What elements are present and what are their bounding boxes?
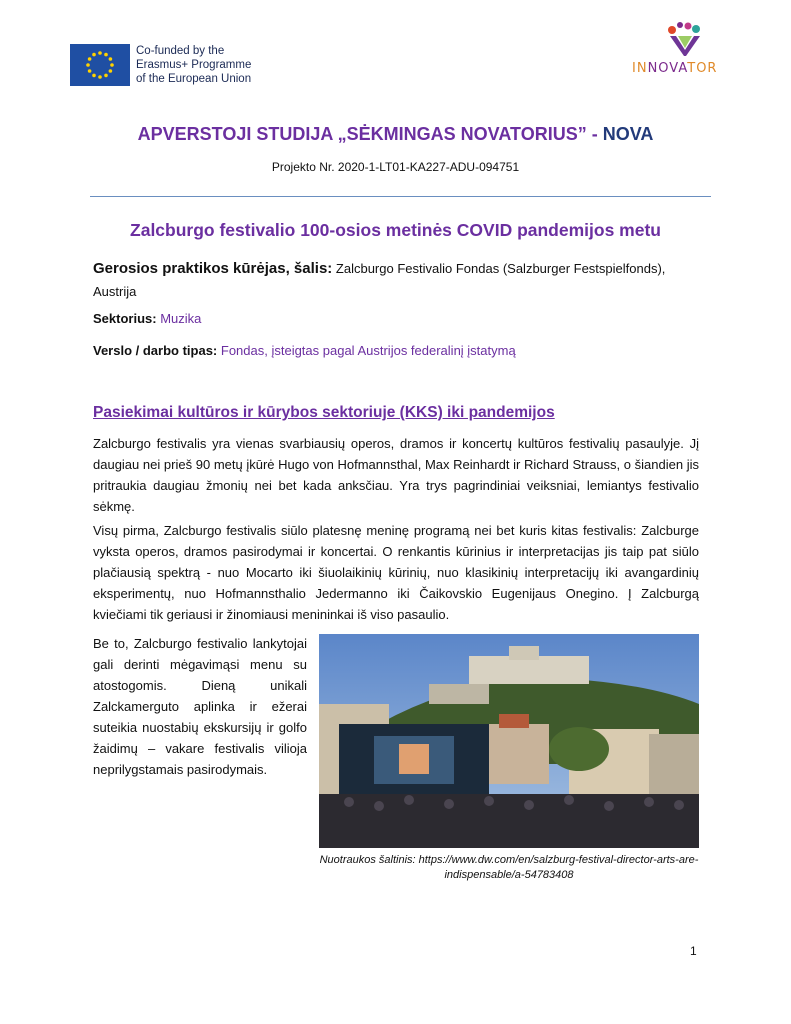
paragraph-1: Zalcburgo festivalis yra vienas svarbiausių operos, dramos ir koncertų kultūros festivalių pasaulyje. Jį daugiau nei prieš 90 metų įkūrė Hugo von Hofmannsthal, Max Reinhardt ir Richard Strauss, o šiandien jis pritraukia daugiau žmonių nei bet kada anksčiau. Yra trys pagrindiniai veiksniai, lemiantys festivalio sėkmę.	[93, 436, 699, 514]
innovator-wordmark: INNOVATOR	[632, 61, 718, 76]
page-number: 1	[690, 944, 697, 958]
eu-erasmus-logo	[70, 42, 310, 90]
paragraph-3: Be to, Zalcburgo festivalio lankytojai gali derinti mėgavimąsi menu su atostogomis. Dieną unikali Zalckamerguto aplinka ir ežerai suteikia nuostabių ekskursijų ir golfo žaidimų – vakare festivalis vilioja neprilygstamais pasirodymais.	[93, 636, 307, 777]
header-divider	[90, 196, 711, 197]
eu-logo-text: Co-funded by the Erasmus+ Programme of the European Union	[136, 45, 252, 85]
creator-line: Gerosios praktikos kūrėjas, šalis: Zalcburgo Festivalio Fondas (Salzburger Festspielfonds), Austrija	[93, 260, 666, 299]
eu-flag-icon	[70, 44, 130, 86]
project-number: Projekto Nr. 2020-1-LT01-KA227-ADU-094751	[271, 160, 520, 174]
sector-line: Sektorius: Muzika	[93, 311, 202, 326]
innovator-mark-icon	[664, 20, 708, 60]
festival-photo	[319, 634, 699, 848]
paragraph-2: Visų pirma, Zalcburgo festivalis siūlo platesnę meninę programą nei bet kuris kitas festivalis: Zalcburge vyksta operos, dramos pasirodymai ir koncertai. O renkantis kūrinius ir interpretacijas jis taip pat siūlo plačiausią spektrą - nuo Mocarto iki šiuolaikinių kūrinių, nuo klasikinių interpretacijų iki avangardinių eksperimentų, nuo Hofmannsthalio Jedermanno iki Čaikovskio Eugenijaus Onegino. Į Zalcburgą kviečiami tik geriausi ir žinomiausi menininkai iš viso pasaulio.	[93, 523, 699, 622]
case-title: Zalcburgo festivalio 100-osios metinės COVID pandemijos metu	[130, 220, 661, 240]
business-type-line: Verslo / darbo tipas: Fondas, įsteigtas pagal Austrijos federalinį įstatymą	[93, 343, 516, 358]
section-heading: Pasiekimai kultūros ir kūrybos sektoriuje (KKS) iki pandemijos	[93, 404, 555, 421]
document-title: APVERSTOJI STUDIJA „SĖKMINGAS NOVATORIUS” - NOVA	[137, 124, 654, 144]
innovator-logo	[622, 20, 747, 82]
photo-caption: Nuotraukos šaltinis: https://www.dw.com/en/salzburg-festival-director-arts-are-indispensable/a-54783408	[319, 854, 699, 881]
